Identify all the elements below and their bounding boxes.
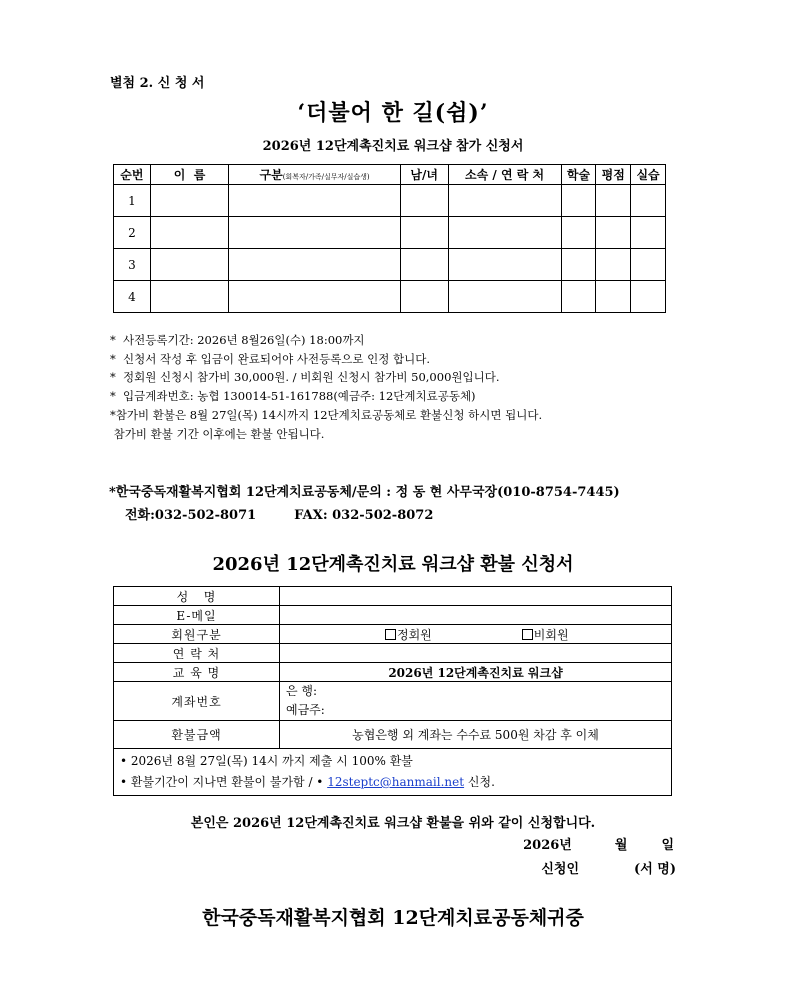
- refund-note-item: [120, 772, 665, 793]
- affiliation-cell[interactable]: [448, 249, 561, 281]
- non-member-checkbox[interactable]: [522, 629, 533, 640]
- table-row: [114, 249, 666, 281]
- refund-note-prefix: • 환불기간이 지나면 환불이 불가함 / •: [120, 775, 328, 789]
- academic-cell[interactable]: [561, 281, 596, 313]
- contact-field[interactable]: [280, 644, 672, 663]
- refund-row-account: [114, 682, 672, 721]
- refund-row-notes: [114, 749, 672, 796]
- practice-cell[interactable]: [631, 185, 666, 217]
- gender-cell[interactable]: [400, 217, 448, 249]
- col-number-header: 순번: [114, 165, 151, 185]
- academic-cell[interactable]: [561, 249, 596, 281]
- name-cell[interactable]: [150, 249, 229, 281]
- table-row: [114, 281, 666, 313]
- table-row: [114, 217, 666, 249]
- refund-note-item: • 2026년 8월 27일(목) 14시 까지 제출 시 100% 환불: [120, 754, 413, 768]
- attachment-label: 별첨 2. 신 청 서: [110, 76, 205, 91]
- col-category-label: 구분: [259, 168, 283, 182]
- col-practice-header: 실습: [631, 165, 666, 185]
- col-rating-header: 평점: [596, 165, 631, 185]
- col-affiliation-header: 소속 / 연 락 처: [448, 165, 561, 185]
- refund-note-suffix: 신청.: [464, 775, 495, 789]
- note-item: * 정회원 신청시 참가비 30,000원. / 비회원 신청시 참가비 50,000원입니다.: [110, 370, 500, 385]
- account-field[interactable]: [280, 682, 672, 721]
- bank-label: 은 행:: [286, 684, 318, 698]
- rating-cell[interactable]: [596, 185, 631, 217]
- note-item: * 사전등록기간: 2026년 8월26일(수) 18:00까지: [110, 333, 365, 347]
- signature-line: [541, 858, 676, 877]
- declaration-text: 본인은 2026년 12단계촉진치료 워크샵 환불을 위와 같이 신청합니다.: [190, 816, 596, 831]
- refund-row-email: [114, 606, 672, 625]
- document-subtitle: 2026년 12단계촉진치료 워크샵 참가 신청서: [262, 139, 524, 154]
- contact-line: *한국중독재활복지협회 12단계치료공동체/문의 : 정 동 현 사무국장(010-8754-7445): [109, 485, 620, 500]
- notes-list: [110, 331, 542, 443]
- applicant-label: 신청인: [541, 862, 580, 877]
- member-type-field: [280, 625, 672, 644]
- member-type-label: 회원구분: [114, 625, 280, 644]
- holder-label: 예금주:: [286, 703, 325, 717]
- rating-cell[interactable]: [596, 249, 631, 281]
- category-cell[interactable]: [229, 185, 401, 217]
- signature-mark: (서 명): [634, 862, 676, 877]
- amount-label: 환불금액: [114, 721, 280, 749]
- affiliation-cell[interactable]: [448, 281, 561, 313]
- note-item: 참가비 환불 기간 이후에는 환불 안됩니다.: [110, 426, 325, 441]
- row-number: 4: [114, 281, 151, 313]
- email-link[interactable]: 12steptc@hanmail.net: [327, 775, 465, 789]
- date-day: 일: [661, 838, 674, 853]
- phone-number: 전화:032-502-8071: [125, 508, 257, 523]
- refund-row-name: [114, 587, 672, 606]
- contact-label: 연 락 처: [114, 644, 280, 663]
- note-item: * 입금계좌번호: 농협 130014-51-161788(예금주: 12단계치료공동체): [110, 389, 476, 404]
- practice-cell[interactable]: [631, 249, 666, 281]
- email-field[interactable]: [280, 606, 672, 625]
- gender-cell[interactable]: [400, 281, 448, 313]
- name-label: 성 명: [114, 587, 280, 606]
- rating-cell[interactable]: [596, 217, 631, 249]
- practice-cell[interactable]: [631, 217, 666, 249]
- gender-cell[interactable]: [400, 185, 448, 217]
- date-year: 2026년: [523, 838, 572, 853]
- amount-value: 농협은행 외 계좌는 수수료 500원 차감 후 이체: [280, 721, 672, 749]
- email-label: E-메일: [114, 606, 280, 625]
- practice-cell[interactable]: [631, 281, 666, 313]
- col-category-header: [229, 165, 401, 185]
- col-category-detail: (회복자/가족/실무자/실습생): [282, 173, 370, 181]
- academic-cell[interactable]: [561, 185, 596, 217]
- account-label: 계좌번호: [114, 682, 280, 721]
- date-month: 월: [614, 838, 628, 853]
- refund-row-amount: [114, 721, 672, 749]
- name-cell[interactable]: [150, 185, 229, 217]
- refund-form-title: 2026년 12단계촉진치료 워크샵 환불 신청서: [212, 554, 574, 575]
- course-label: 교 육 명: [114, 663, 280, 682]
- registration-header-row: [114, 165, 666, 185]
- table-row: [114, 185, 666, 217]
- col-gender-header: 남/녀: [400, 165, 448, 185]
- name-field[interactable]: [280, 587, 672, 606]
- row-number: 3: [114, 249, 151, 281]
- academic-cell[interactable]: [561, 217, 596, 249]
- col-name-header: 이 름: [150, 165, 229, 185]
- refund-row-member: [114, 625, 672, 644]
- document-title: ‘더불어 한 길(쉼)’: [297, 100, 489, 126]
- course-value: 2026년 12단계촉진치료 워크샵: [280, 663, 672, 682]
- refund-notes: [114, 749, 672, 796]
- regular-member-checkbox[interactable]: [385, 629, 396, 640]
- name-cell[interactable]: [150, 281, 229, 313]
- gender-cell[interactable]: [400, 249, 448, 281]
- fax-number: FAX: 032-502-8072: [294, 508, 434, 523]
- date-line: [523, 834, 674, 853]
- registration-table: [113, 164, 666, 313]
- phone-fax-line: [125, 504, 433, 523]
- category-cell[interactable]: [229, 281, 401, 313]
- regular-member-label: 정회원: [397, 627, 432, 642]
- addressee-footer: 한국중독재활복지협회 12단계치료공동체귀중: [202, 907, 584, 929]
- note-item: *참가비 환불은 8월 27일(목) 14시까지 12단계치료공동체로 환불신청 하시면 됩니다.: [110, 407, 543, 422]
- category-cell[interactable]: [229, 249, 401, 281]
- non-member-label: 비회원: [533, 627, 569, 642]
- rating-cell[interactable]: [596, 281, 631, 313]
- refund-row-course: [114, 663, 672, 682]
- affiliation-cell[interactable]: [448, 185, 561, 217]
- row-number: 1: [114, 185, 151, 217]
- category-cell[interactable]: [229, 217, 401, 249]
- note-item: * 신청서 작성 후 입금이 완료되어야 사전등록으로 인정 합니다.: [110, 351, 431, 366]
- row-number: 2: [114, 217, 151, 249]
- refund-table: [113, 586, 672, 796]
- col-academic-header: 학술: [561, 165, 596, 185]
- name-cell[interactable]: [150, 217, 229, 249]
- refund-row-contact: [114, 644, 672, 663]
- affiliation-cell[interactable]: [448, 217, 561, 249]
